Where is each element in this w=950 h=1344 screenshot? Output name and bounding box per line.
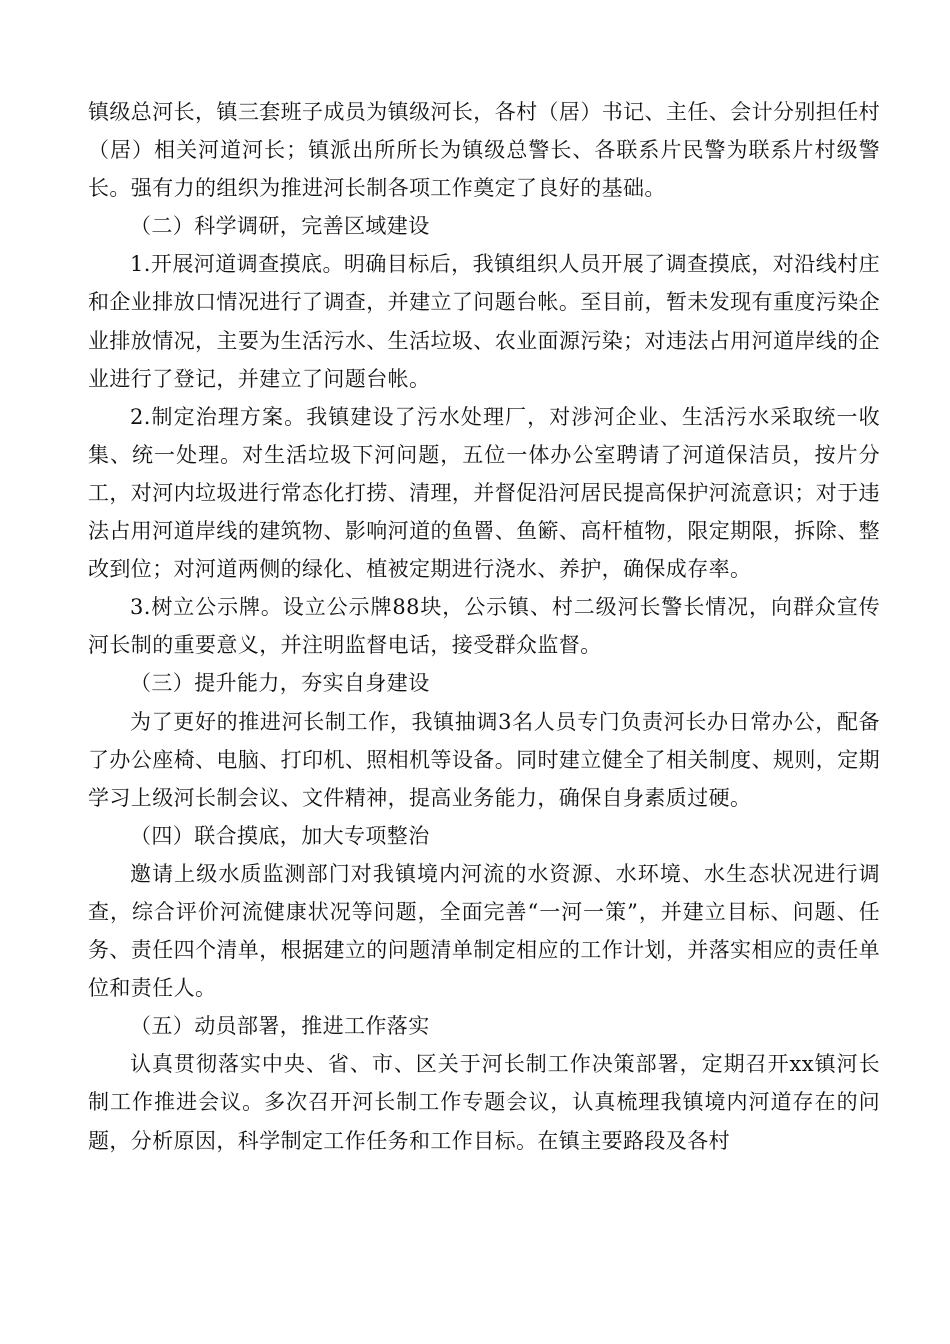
paragraph-capacity-building: 为了更好的推进河长制工作，我镇抽调3名人员专门负责河长办日常办公，配备了办公座椅、电脑、打印机、照相机等设备。同时建立健全了相关制度、规则，定期学习上级河长制会议、文件精神，提高业务能力，确保自身素质过硬。	[88, 709, 880, 810]
paragraph-river-survey: 1.开展河道调查摸底。明确目标后，我镇组织人员开展了调查摸底，对沿线村庄和企业排放口情况进行了调查，并建立了问题台帐。至目前，暂未发现有重度污染企业排放情况，主要为生活污水、生活垃圾、农业面源污染；对违法占用河道岸线的企业进行了登记，并建立了问题台帐。	[88, 252, 880, 391]
section-heading-5: （五）动员部署，推进工作落实	[130, 1014, 430, 1039]
paragraph-joint-survey: 邀请上级水质监测部门对我镇境内河流的水资源、水环境、水生态状况进行调查，综合评价河流健康状况等问题，全面完善“一河一策”，并建立目标、问题、任务、责任四个清单，根据建立的问题清单制定相应的工作计划，并落实相应的责任单位和责任人。	[88, 861, 880, 1001]
section-heading-4: （四）联合摸底，加大专项整治	[130, 823, 430, 848]
section-heading-2: （二）科学调研，完善区域建设	[130, 214, 430, 239]
paragraph-organization-summary: 镇级总河长，镇三套班子成员为镇级河长，各村（居）书记、主任、会计分别担任村（居）相关河道河长；镇派出所所长为镇级总警长、各联系片民警为联系片村级警长。强有力的组织为推进河长制各项工作奠定了良好的基础。	[88, 100, 880, 201]
document-page	[88, 93, 880, 1160]
section-heading-3: （三）提升能力，夯实自身建设	[130, 671, 430, 696]
paragraph-public-signs: 3.树立公示牌。设立公示牌88块，公示镇、村二级河长警长情况，向群众宣传河长制的重要意义，并注明监督电话，接受群众监督。	[88, 595, 880, 658]
paragraph-governance-plan: 2.制定治理方案。我镇建设了污水处理厂，对涉河企业、生活污水采取统一收集、统一处理。对生活垃圾下河问题，五位一体办公室聘请了河道保洁员，按片分工，对河内垃圾进行常态化打捞、清理，并督促沿河居民提高保护河流意识；对于违法占用河道岸线的建筑物、影响河道的鱼罾、鱼簖、高杆植物，限定期限，拆除、整改到位；对河道两侧的绿化、植被定期进行浇水、养护，确保成存率。	[88, 404, 880, 582]
paragraph-mobilization: 认真贯彻落实中央、省、市、区关于河长制工作决策部署，定期召开xx镇河长制工作推进会议。多次召开河长制工作专题会议，认真梳理我镇境内河道存在的问题，分析原因，科学制定工作任务和工作目标。在镇主要路段及各村	[88, 1052, 880, 1153]
